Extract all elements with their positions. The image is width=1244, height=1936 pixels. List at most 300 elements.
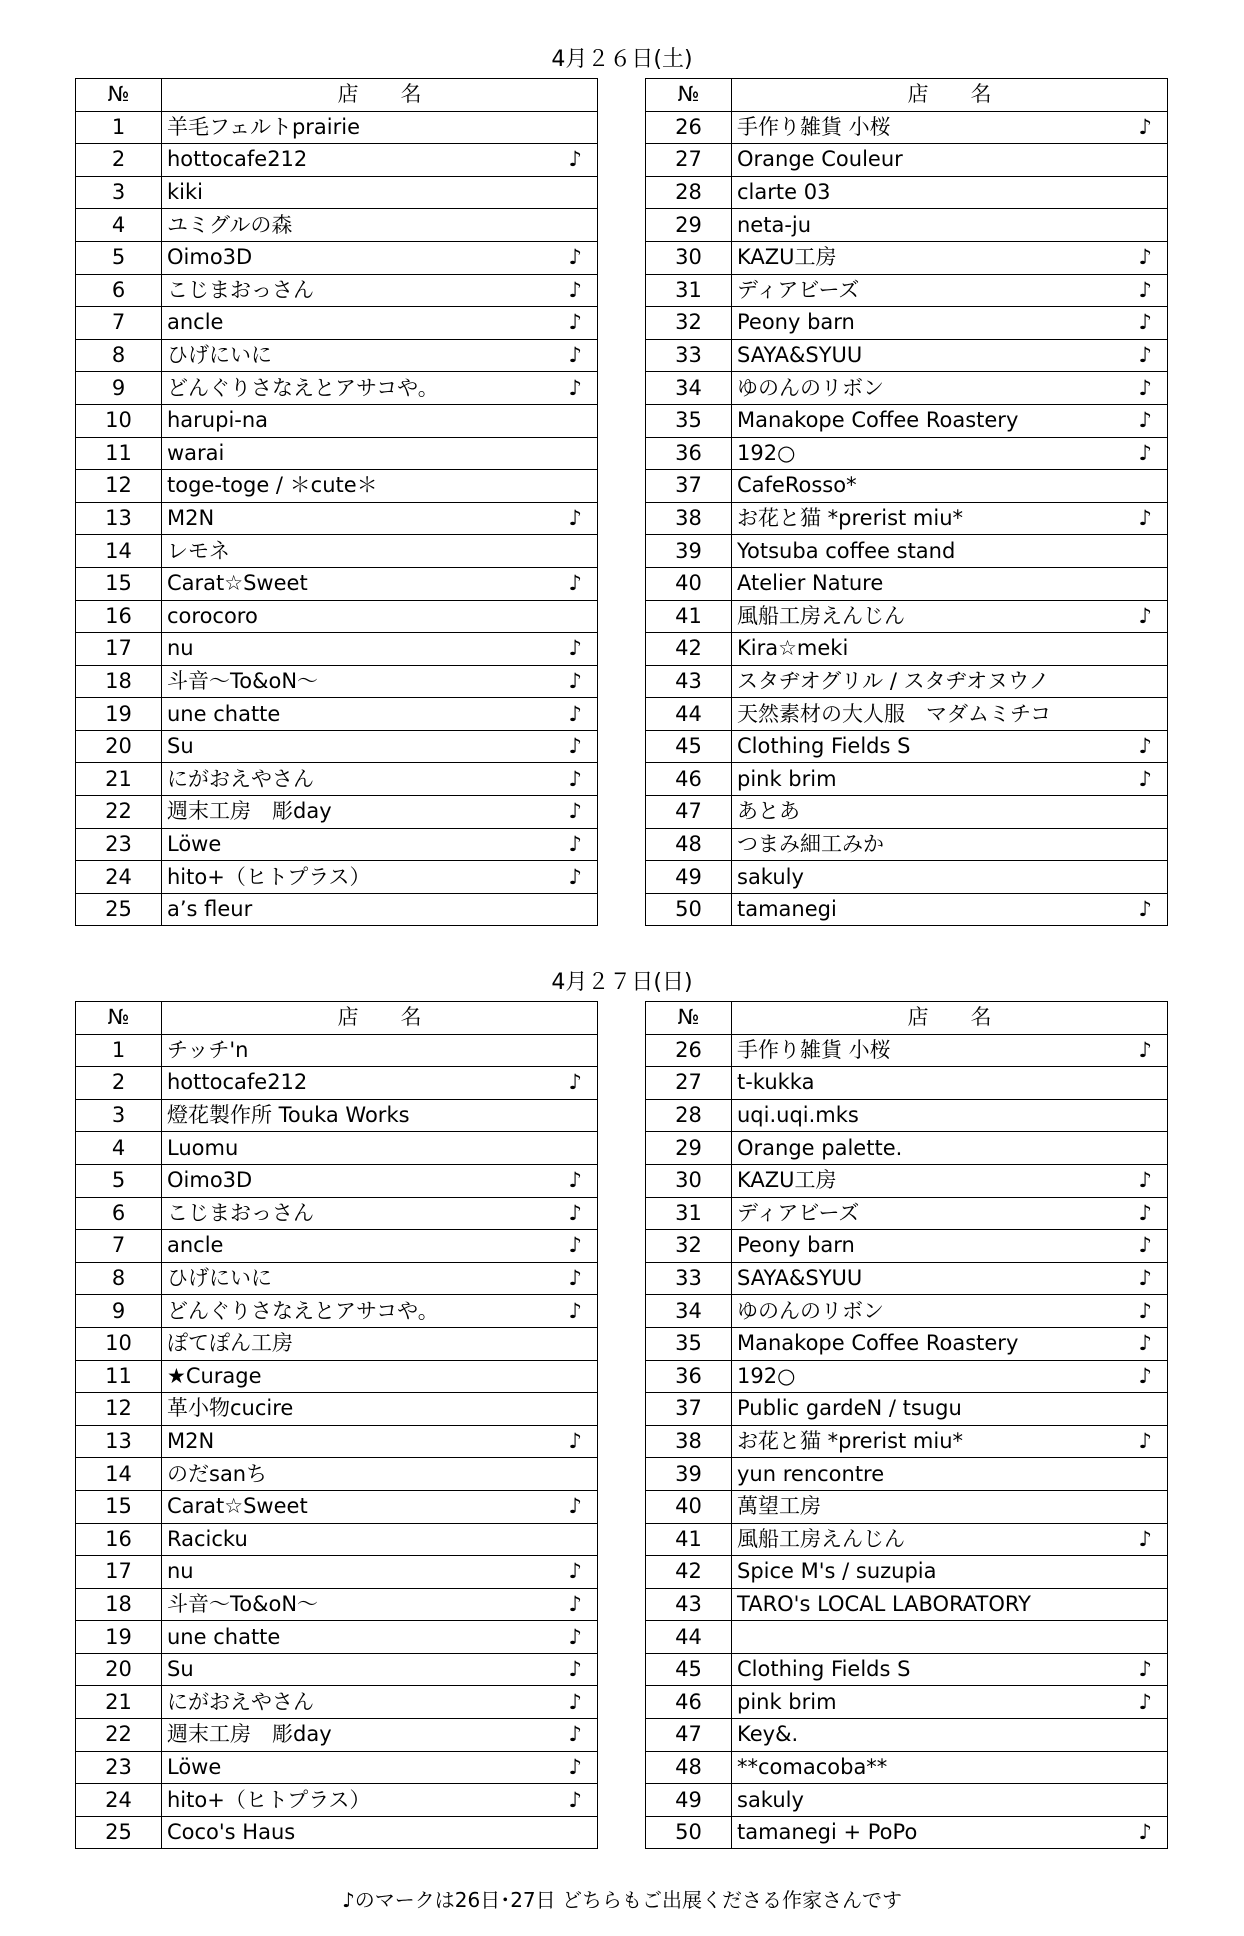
music-note-icon: ♪	[554, 1686, 598, 1719]
shop-name: ★Curage	[162, 1360, 554, 1393]
column-header-no: №	[646, 1002, 732, 1035]
row-number: 16	[76, 1523, 162, 1556]
table-row	[646, 1132, 1168, 1165]
table-row	[76, 1164, 598, 1197]
row-number: 13	[76, 1425, 162, 1458]
shop-name: une chatte	[162, 1621, 554, 1654]
row-number: 14	[76, 535, 162, 568]
shop-name: corocoro	[162, 600, 554, 633]
music-note-icon	[554, 111, 598, 144]
music-note-icon: ♪	[1124, 1360, 1168, 1393]
table-row	[646, 633, 1168, 666]
music-note-icon: ♪	[1124, 1295, 1168, 1328]
music-note-icon: ♪	[554, 828, 598, 861]
shop-name: あとあ	[732, 796, 1124, 829]
row-number: 20	[76, 1653, 162, 1686]
table-row	[76, 470, 598, 503]
music-note-icon	[1124, 1719, 1168, 1752]
music-note-icon	[1124, 1393, 1168, 1426]
table-row	[646, 1588, 1168, 1621]
table-row	[646, 1751, 1168, 1784]
row-number: 2	[76, 1067, 162, 1100]
row-number: 6	[76, 1197, 162, 1230]
shop-name: 羊毛フェルトprairie	[162, 111, 554, 144]
shop-name: Manakope Coffee Roastery	[732, 1327, 1124, 1360]
music-note-icon: ♪	[554, 1262, 598, 1295]
row-number: 46	[646, 1686, 732, 1719]
row-number: 28	[646, 1099, 732, 1132]
table-row	[646, 763, 1168, 796]
music-note-icon: ♪	[554, 730, 598, 763]
row-number: 48	[646, 1751, 732, 1784]
row-number: 22	[76, 1719, 162, 1752]
row-number: 29	[646, 1132, 732, 1165]
row-number: 50	[646, 893, 732, 926]
shop-name: ひげにいに	[162, 339, 554, 372]
table-row	[646, 828, 1168, 861]
row-number: 33	[646, 339, 732, 372]
row-number: 19	[76, 1621, 162, 1654]
column-header-name: 店 名	[732, 79, 1168, 112]
shop-name: Key&.	[732, 1719, 1124, 1752]
table-row	[646, 339, 1168, 372]
row-number: 10	[76, 404, 162, 437]
row-number: 39	[646, 535, 732, 568]
row-number: 35	[646, 404, 732, 437]
music-note-icon: ♪	[554, 1784, 598, 1817]
row-number: 25	[76, 893, 162, 926]
table-row	[76, 893, 598, 926]
row-number: 17	[76, 1556, 162, 1589]
music-note-icon	[1124, 567, 1168, 600]
table-row	[76, 665, 598, 698]
shop-name: SAYA&SYUU	[732, 339, 1124, 372]
music-note-icon	[1124, 1751, 1168, 1784]
table-row	[646, 893, 1168, 926]
music-note-icon: ♪	[1124, 502, 1168, 535]
table-row	[76, 1523, 598, 1556]
row-number: 15	[76, 567, 162, 600]
row-number: 27	[646, 1067, 732, 1100]
row-number: 42	[646, 1556, 732, 1589]
row-number: 8	[76, 339, 162, 372]
table-row	[646, 1490, 1168, 1523]
music-note-icon	[1124, 144, 1168, 177]
row-number: 4	[76, 209, 162, 242]
music-note-icon	[1124, 1490, 1168, 1523]
music-note-icon: ♪	[554, 861, 598, 894]
table-row	[646, 404, 1168, 437]
table-row	[646, 1425, 1168, 1458]
shop-name: Clothing Fields S	[732, 1653, 1124, 1686]
shop-name: sakuly	[732, 861, 1124, 894]
table-row	[76, 1360, 598, 1393]
music-note-icon: ♪	[554, 633, 598, 666]
row-number: 49	[646, 861, 732, 894]
music-note-icon: ♪	[1124, 307, 1168, 340]
row-number: 44	[646, 1621, 732, 1654]
shop-name: clarte 03	[732, 176, 1124, 209]
shop-name: 週末工房 彫day	[162, 1719, 554, 1752]
shop-name: Manakope Coffee Roastery	[732, 404, 1124, 437]
row-number: 40	[646, 1490, 732, 1523]
table-row	[646, 144, 1168, 177]
table-row	[76, 209, 598, 242]
music-note-icon	[1124, 1556, 1168, 1589]
shop-name	[732, 1621, 1124, 1654]
row-number: 27	[646, 144, 732, 177]
table-row	[76, 1327, 598, 1360]
row-number: 30	[646, 241, 732, 274]
row-number: 1	[76, 111, 162, 144]
row-number: 44	[646, 698, 732, 731]
row-number: 5	[76, 241, 162, 274]
table-row	[76, 1099, 598, 1132]
table-row	[646, 437, 1168, 470]
shop-name: 風船工房えんじん	[732, 600, 1124, 633]
row-number: 16	[76, 600, 162, 633]
music-note-icon: ♪	[554, 1197, 598, 1230]
shop-name: hito+（ヒトプラス）	[162, 861, 554, 894]
music-note-icon	[554, 893, 598, 926]
table-row	[646, 1653, 1168, 1686]
music-note-icon: ♪	[554, 763, 598, 796]
table-row	[76, 600, 598, 633]
table-row	[76, 1653, 598, 1686]
music-note-icon: ♪	[1124, 1816, 1168, 1849]
table-row	[646, 1230, 1168, 1263]
music-note-icon: ♪	[1124, 1523, 1168, 1556]
table-row	[646, 1197, 1168, 1230]
music-note-icon	[554, 437, 598, 470]
music-note-icon: ♪	[1124, 1262, 1168, 1295]
music-note-icon: ♪	[1124, 1034, 1168, 1067]
shop-name: Coco's Haus	[162, 1816, 554, 1849]
row-number: 3	[76, 1099, 162, 1132]
music-note-icon: ♪	[1124, 274, 1168, 307]
row-number: 37	[646, 1393, 732, 1426]
row-number: 26	[646, 1034, 732, 1067]
shop-name: Yotsuba coffee stand	[732, 535, 1124, 568]
music-note-icon	[554, 600, 598, 633]
music-note-icon	[554, 404, 598, 437]
music-note-icon: ♪	[554, 1588, 598, 1621]
table-row	[646, 1262, 1168, 1295]
music-note-icon	[554, 1523, 598, 1556]
shop-name: こじまおっさん	[162, 1197, 554, 1230]
music-note-icon: ♪	[554, 665, 598, 698]
music-note-icon: ♪	[554, 274, 598, 307]
music-note-icon: ♪	[1124, 241, 1168, 274]
music-note-icon: ♪	[1124, 1327, 1168, 1360]
shop-name: Peony barn	[732, 1230, 1124, 1263]
table-row	[646, 307, 1168, 340]
music-note-icon: ♪	[1124, 404, 1168, 437]
table-row	[646, 111, 1168, 144]
shop-name: Löwe	[162, 1751, 554, 1784]
table-row	[76, 1784, 598, 1817]
music-note-icon	[554, 470, 598, 503]
shop-name: Carat☆Sweet	[162, 567, 554, 600]
table-row	[76, 1719, 598, 1752]
table-row	[76, 339, 598, 372]
shop-name: 風船工房えんじん	[732, 1523, 1124, 1556]
shop-name: Atelier Nature	[732, 567, 1124, 600]
table-row	[76, 535, 598, 568]
shop-name: nu	[162, 633, 554, 666]
shop-name: t-kukka	[732, 1067, 1124, 1100]
shop-name: tamanegi	[732, 893, 1124, 926]
shop-name: お花と猫 *prerist miu*	[732, 502, 1124, 535]
shop-name: Racicku	[162, 1523, 554, 1556]
shop-name: Kira☆meki	[732, 633, 1124, 666]
music-note-icon	[1124, 796, 1168, 829]
row-number: 23	[76, 828, 162, 861]
vendor-table-right	[645, 1001, 1168, 1849]
shop-name: tamanegi + PoPo	[732, 1816, 1124, 1849]
music-note-icon	[1124, 633, 1168, 666]
row-number: 47	[646, 796, 732, 829]
music-note-icon	[1124, 1588, 1168, 1621]
shop-name: ancle	[162, 307, 554, 340]
shop-name: KAZU工房	[732, 1164, 1124, 1197]
table-row	[76, 763, 598, 796]
table-row	[646, 1034, 1168, 1067]
table-row	[646, 567, 1168, 600]
table-row	[646, 1719, 1168, 1752]
table-row	[646, 1556, 1168, 1589]
music-note-icon	[554, 1360, 598, 1393]
music-note-icon: ♪	[554, 307, 598, 340]
row-number: 34	[646, 1295, 732, 1328]
shop-name: yun rencontre	[732, 1458, 1124, 1491]
row-number: 14	[76, 1458, 162, 1491]
music-note-icon	[554, 1458, 598, 1491]
table-row	[646, 502, 1168, 535]
row-number: 48	[646, 828, 732, 861]
shop-name: にがおえやさん	[162, 1686, 554, 1719]
table-row	[76, 307, 598, 340]
row-number: 31	[646, 1197, 732, 1230]
row-number: 21	[76, 1686, 162, 1719]
row-number: 18	[76, 665, 162, 698]
shop-name: 天然素材の大人服 マダムミチコ	[732, 698, 1124, 731]
vendor-table-left	[75, 78, 598, 926]
shop-name: Peony barn	[732, 307, 1124, 340]
table-row	[76, 1393, 598, 1426]
row-number: 43	[646, 1588, 732, 1621]
row-number: 7	[76, 1230, 162, 1263]
column-header-no: №	[76, 79, 162, 112]
music-note-icon: ♪	[554, 339, 598, 372]
shop-name: つまみ細工みか	[732, 828, 1124, 861]
row-number: 39	[646, 1458, 732, 1491]
music-note-icon: ♪	[554, 1621, 598, 1654]
column-header-name: 店 名	[162, 1002, 598, 1035]
music-note-icon: ♪	[1124, 1230, 1168, 1263]
row-number: 34	[646, 372, 732, 405]
shop-name: Su	[162, 1653, 554, 1686]
shop-name: uqi.uqi.mks	[732, 1099, 1124, 1132]
row-number: 37	[646, 470, 732, 503]
table-row	[76, 1458, 598, 1491]
table-row	[646, 1621, 1168, 1654]
row-number: 22	[76, 796, 162, 829]
music-note-icon: ♪	[1124, 372, 1168, 405]
vendor-table-right	[645, 78, 1168, 926]
shop-name: Public gardeN / tsugu	[732, 1393, 1124, 1426]
shop-name: warai	[162, 437, 554, 470]
table-row	[646, 470, 1168, 503]
table-row	[76, 1230, 598, 1263]
row-number: 38	[646, 502, 732, 535]
shop-name: TARO's LOCAL LABORATORY	[732, 1588, 1124, 1621]
shop-name: Clothing Fields S	[732, 730, 1124, 763]
shop-name: Spice M's / suzupia	[732, 1556, 1124, 1589]
shop-name: **comacoba**	[732, 1751, 1124, 1784]
row-number: 28	[646, 176, 732, 209]
row-number: 25	[76, 1816, 162, 1849]
shop-name: 手作り雑貨 小桜	[732, 1034, 1124, 1067]
shop-name: レモネ	[162, 535, 554, 568]
row-number: 35	[646, 1327, 732, 1360]
table-row	[76, 1621, 598, 1654]
shop-name: 192○	[732, 1360, 1124, 1393]
row-number: 29	[646, 209, 732, 242]
table-row	[76, 144, 598, 177]
table-row	[646, 176, 1168, 209]
table-row	[76, 633, 598, 666]
row-number: 9	[76, 1295, 162, 1328]
table-row	[76, 502, 598, 535]
row-number: 36	[646, 1360, 732, 1393]
shop-name: 斗音～To&oN～	[162, 1588, 554, 1621]
table-row	[646, 1099, 1168, 1132]
shop-name: ユミグルの森	[162, 209, 554, 242]
music-note-icon: ♪	[1124, 730, 1168, 763]
table-row	[76, 1588, 598, 1621]
table-row	[646, 1523, 1168, 1556]
row-number: 30	[646, 1164, 732, 1197]
table-row	[76, 404, 598, 437]
music-note-icon: ♪	[554, 567, 598, 600]
shop-name: kiki	[162, 176, 554, 209]
table-row	[646, 1784, 1168, 1817]
row-number: 45	[646, 730, 732, 763]
table-row	[646, 730, 1168, 763]
shop-name: hottocafe212	[162, 144, 554, 177]
music-note-icon	[1124, 176, 1168, 209]
table-row	[646, 1360, 1168, 1393]
music-note-icon	[1124, 535, 1168, 568]
shop-name: Su	[162, 730, 554, 763]
music-note-icon	[554, 209, 598, 242]
row-number: 41	[646, 600, 732, 633]
shop-name: harupi-na	[162, 404, 554, 437]
row-number: 40	[646, 567, 732, 600]
table-row	[76, 1751, 598, 1784]
row-number: 13	[76, 502, 162, 535]
shop-name: ancle	[162, 1230, 554, 1263]
music-note-icon: ♪	[1124, 763, 1168, 796]
row-number: 24	[76, 1784, 162, 1817]
table-row	[76, 176, 598, 209]
row-number: 6	[76, 274, 162, 307]
table-row	[76, 1490, 598, 1523]
table-row	[76, 1197, 598, 1230]
music-note-icon: ♪	[1124, 437, 1168, 470]
row-number: 41	[646, 1523, 732, 1556]
shop-name: Orange palette.	[732, 1132, 1124, 1165]
shop-name: KAZU工房	[732, 241, 1124, 274]
row-number: 4	[76, 1132, 162, 1165]
table-row	[76, 437, 598, 470]
table-row	[76, 796, 598, 829]
row-number: 38	[646, 1425, 732, 1458]
shop-name: 192○	[732, 437, 1124, 470]
row-number: 8	[76, 1262, 162, 1295]
table-row	[76, 730, 598, 763]
row-number: 43	[646, 665, 732, 698]
table-row	[76, 1295, 598, 1328]
shop-name: Carat☆Sweet	[162, 1490, 554, 1523]
shop-name: お花と猫 *prerist miu*	[732, 1425, 1124, 1458]
vendor-table-left	[75, 1001, 598, 1849]
music-note-icon: ♪	[554, 1295, 598, 1328]
shop-name: ディアビーズ	[732, 1197, 1124, 1230]
shop-name: 週末工房 彫day	[162, 796, 554, 829]
column-header-no: №	[76, 1002, 162, 1035]
table-row	[646, 274, 1168, 307]
table-row	[76, 828, 598, 861]
shop-name: hottocafe212	[162, 1067, 554, 1100]
shop-name: Orange Couleur	[732, 144, 1124, 177]
shop-name: 革小物cucire	[162, 1393, 554, 1426]
table-row	[646, 600, 1168, 633]
music-note-icon	[554, 1327, 598, 1360]
table-row	[646, 1164, 1168, 1197]
music-note-icon: ♪	[1124, 1425, 1168, 1458]
row-number: 9	[76, 372, 162, 405]
music-note-icon	[554, 535, 598, 568]
shop-name: neta-ju	[732, 209, 1124, 242]
music-note-icon: ♪	[554, 1719, 598, 1752]
music-note-icon: ♪	[554, 1556, 598, 1589]
table-row	[76, 861, 598, 894]
music-note-icon: ♪	[554, 1067, 598, 1100]
shop-name: 斗音～To&oN～	[162, 665, 554, 698]
music-note-icon	[1124, 828, 1168, 861]
shop-name: どんぐりさなえとアサコや。	[162, 372, 554, 405]
column-header-name: 店 名	[732, 1002, 1168, 1035]
row-number: 47	[646, 1719, 732, 1752]
shop-name: Oimo3D	[162, 1164, 554, 1197]
row-number: 3	[76, 176, 162, 209]
table-row	[76, 567, 598, 600]
row-number: 49	[646, 1784, 732, 1817]
music-note-icon	[1124, 470, 1168, 503]
row-number: 45	[646, 1653, 732, 1686]
table-row	[646, 535, 1168, 568]
shop-name: スタヂオグリル / スタヂオヌウノ	[732, 665, 1124, 698]
table-row	[646, 209, 1168, 242]
shop-name: M2N	[162, 502, 554, 535]
table-row	[76, 1686, 598, 1719]
music-note-icon	[554, 1393, 598, 1426]
table-row	[646, 1295, 1168, 1328]
music-note-icon	[1124, 1132, 1168, 1165]
row-number: 17	[76, 633, 162, 666]
